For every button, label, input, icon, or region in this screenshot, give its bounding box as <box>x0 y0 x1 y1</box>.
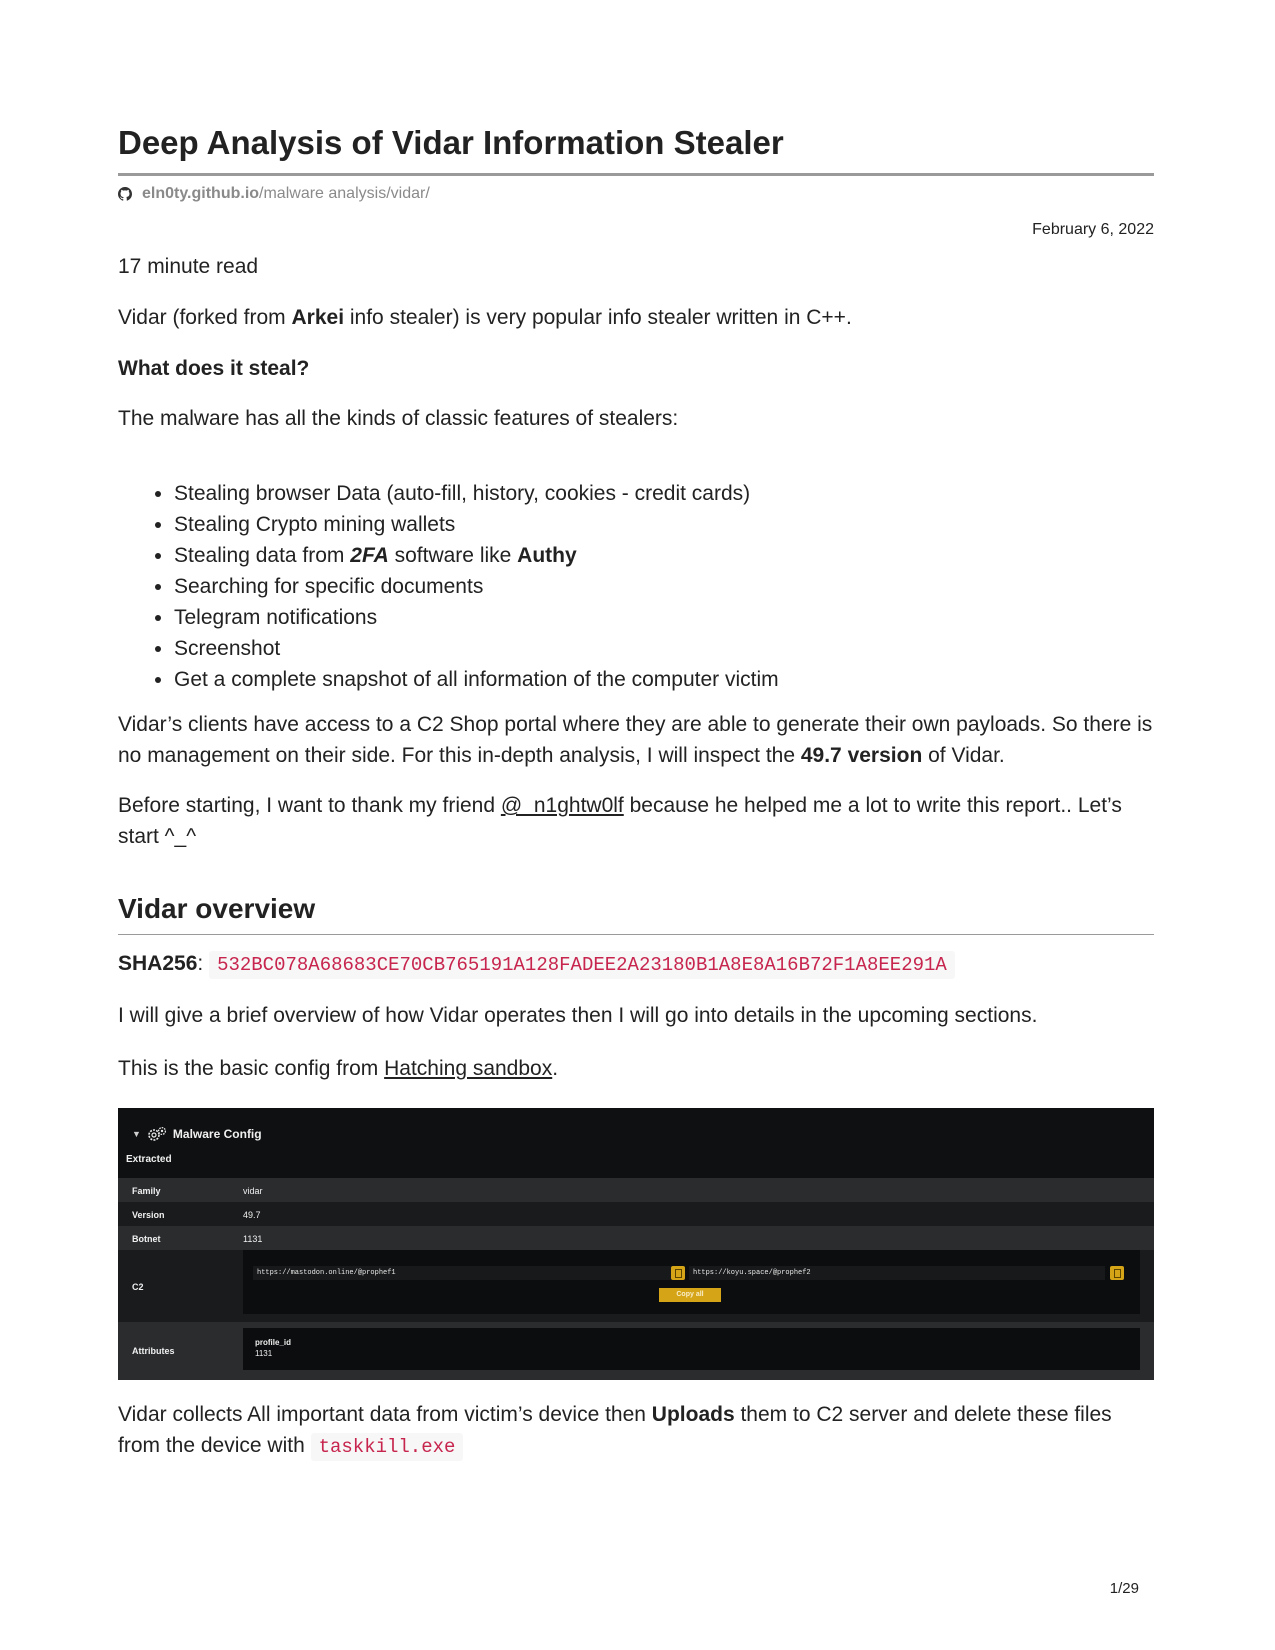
hatching-sandbox-link[interactable]: Hatching sandbox <box>384 1057 553 1080</box>
attributes-box <box>243 1328 1140 1370</box>
config-value: vidar <box>243 1186 263 1196</box>
c2-box <box>243 1250 1140 1314</box>
page-title: Deep Analysis of Vidar Information Stealer <box>118 124 784 161</box>
list-item: • Searching for specific documents <box>174 571 779 602</box>
source-url[interactable] <box>118 185 430 203</box>
section-divider <box>118 934 1154 935</box>
config-row <box>118 1226 1154 1250</box>
extracted-label: Extracted <box>126 1154 172 1165</box>
copy-icon[interactable] <box>1110 1266 1124 1280</box>
thanks-paragraph: Before starting, I want to thank my friend @_n1ghtw0lf because he helped me a lot to write this report.. Let’s start ^_^ <box>118 794 1122 848</box>
config-row <box>118 1202 1154 1226</box>
github-icon <box>118 187 132 201</box>
list-item: • Stealing browser Data (auto-fill, history, cookies - credit cards) <box>174 478 779 509</box>
source-domain: eln0ty.github.io <box>142 185 260 202</box>
overview-paragraph: I will give a brief overview of how Vidar operates then I will go into details in the upcoming sections. <box>118 1004 1038 1027</box>
list-item: • Stealing data from 2FA software like Authy <box>174 540 779 571</box>
taskkill-code: taskkill.exe <box>311 1433 464 1461</box>
config-value: 49.7 <box>243 1210 261 1220</box>
list-item: • Stealing Crypto mining wallets <box>174 509 779 540</box>
list-item: • Screenshot <box>174 633 779 664</box>
publish-date: February 6, 2022 <box>1032 221 1154 238</box>
caret-down-icon: ▼ <box>132 1129 141 1139</box>
config-intro: This is the basic config from Hatching sandbox. <box>118 1057 559 1080</box>
config-key: Attributes <box>132 1346 175 1356</box>
config-row-attributes <box>118 1322 1154 1380</box>
config-row-c2 <box>118 1250 1154 1322</box>
config-key: Family <box>132 1186 161 1196</box>
source-path: /malware analysis/vidar/ <box>259 185 430 202</box>
attribute-key: profile_id <box>255 1338 292 1347</box>
attribute-value: 1131 <box>255 1349 273 1358</box>
config-key: C2 <box>132 1282 144 1292</box>
config-key: Botnet <box>132 1234 161 1244</box>
c2-url: https://koyu.space/@prophef2 <box>689 1266 1105 1280</box>
sha256-line: SHA256: 532BC078A68683CE70CB765191A128FADEE2A23180B1A8E8A16B72F1A8EE291A <box>118 948 1154 981</box>
features-lead: The malware has all the kinds of classic features of stealers: <box>118 407 679 430</box>
sha256-hash: 532BC078A68683CE70CB765191A128FADEE2A23180B1A8E8A16B72F1A8EE291A <box>209 951 955 979</box>
features-list <box>118 478 779 695</box>
title-divider <box>118 173 1154 176</box>
outro-paragraph: Vidar collects All important data from victim’s device then Uploads them to C2 server and delete these files from the device with taskkill.exe <box>118 1399 1154 1463</box>
gears-icon <box>147 1126 167 1142</box>
config-value: 1131 <box>243 1234 263 1244</box>
config-title: Malware Config <box>172 1127 262 1141</box>
friend-link[interactable]: @_n1ghtw0lf <box>500 794 624 817</box>
c2-shop-paragraph: Vidar’s clients have access to a C2 Shop portal where they are able to generate their own payloads. So there is no management on their side. For this in-depth analysis, I will inspect the 49.7 version of Vidar. <box>118 713 1153 767</box>
malware-config-screenshot <box>118 1108 1154 1380</box>
page-number: 1/29 <box>1109 1580 1139 1597</box>
copy-all-button[interactable]: Copy all <box>659 1288 721 1302</box>
config-row <box>118 1178 1154 1202</box>
config-header <box>132 1126 262 1142</box>
list-item: • Telegram notifications <box>174 602 779 633</box>
c2-url: https://mastodon.online/@prophef1 <box>253 1266 671 1280</box>
section-heading: Vidar overview <box>118 893 316 924</box>
copy-icon[interactable] <box>671 1266 685 1280</box>
read-time: 17 minute read <box>118 255 259 278</box>
list-item: • Get a complete snapshot of all information of the computer victim <box>174 664 779 695</box>
config-key: Version <box>132 1210 165 1220</box>
intro-paragraph: Vidar (forked from Arkei info stealer) is very popular info stealer written in C++. <box>118 306 852 329</box>
question-heading: What does it steal? <box>118 357 310 380</box>
arkei-emphasis: Arkei <box>291 306 345 329</box>
